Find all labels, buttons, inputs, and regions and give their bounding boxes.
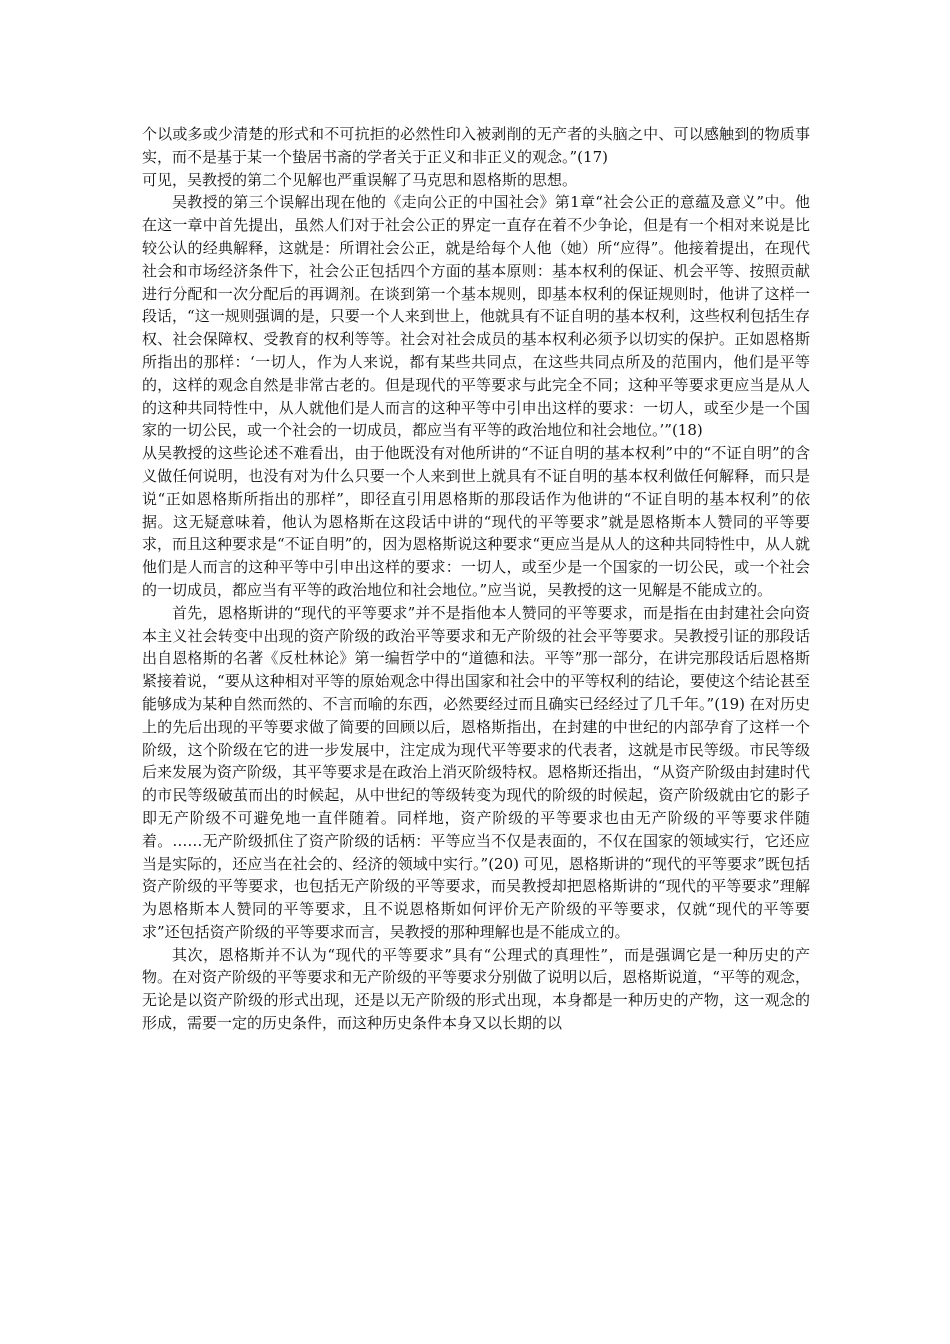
paragraph-first-point: 首先，恩格斯讲的“现代的平等要求”并不是指他本人赞同的平等要求，而是指在由封建社会向资本主义社会转变中出现的资产阶级的政治平等要求和无产阶级的社会平等要求。吴教授引证的那段话出自恩格斯的名著《反杜林论》第一编哲学中的“道德和法。平等”那一部分，在讲完那段话后恩格斯紧接着说，“要从这种相对平等的原始观念中得出国家和社会中的平等权利的结论，要使这个结论甚至能够成为某种自然而然的、不言而喻的东西，必然要经过而且确实已经经过了几千年。”(19) 在对历史上的先后出现的平等要求做了简要的回顾以后，恩格斯指出，在封建的中世纪的内部孕育了这样一个阶级，这个阶级在它的进一步发展中，注定成为现代平等要求的代表者，这就是市民等级。市民等级后来发展为资产阶级，其平等要求是在政治上消灭阶级特权。恩格斯还指出，“从资产阶级由封建时代的市民等级破茧而出的时候起，从中世纪的等级转变为现代的阶级的时候起，资产阶级就由它的影子即无产阶级不可避免地一直伴随着。同样地，资产阶级的平等要求也由无产阶级的平等要求伴随着。……无产阶级抓住了资产阶级的话柄：平等应当不仅是表面的，不仅在国家的领域实行，它还应当是实际的，还应当在社会的、经济的领域中实行。”(20) 可见，恩格斯讲的“现代的平等要求”既包括资产阶级的平等要求，也包括无产阶级的平等要求，而吴教授却把恩格斯讲的“现代的平等要求”理解为恩格斯本人赞同的平等要求，且不说恩格斯如何评价无产阶级的平等要求，仅就“现代的平等要求”还包括资产阶级的平等要求而言，吴教授的那种理解也是不能成立的。 [142,603,810,941]
paragraph-analysis: 从吴教授的这些论述不难看出，由于他既没有对他所讲的“不证自明的基本权利”中的“不证自明”的含义做任何说明，也没有对为什么只要一个人来到世上就具有不证自明的基本权利做任何解释，而只是说“正如恩格斯所指出的那样”，即径直引用恩格斯的那段话作为他讲的“不证自明的基本权利”的依据。这无疑意味着，他认为恩格斯在这段话中讲的“现代的平等要求”就是恩格斯本人赞同的平等要求，而且这种要求是“不证自明”的，因为恩格斯说这种要求“更应当是从人的这种共同特性中，从人就他们是人而言的这种平等中引申出这样的要求：一切人，或至少是一个国家的一切公民，或一个社会的一切成员，都应当有平等的政治地位和社会地位。”应当说，吴教授的这一见解是不能成立的。 [142,444,811,599]
paragraph-second-point: 其次，恩格斯并不认为“现代的平等要求”具有“公理式的真理性”，而是强调它是一种历史的产物。在对资产阶级的平等要求和无产阶级的平等要求分别做了说明以后，恩格斯说道，“平等的观念，无论是以资产阶级的形式出现，还是以无产阶级的形式出现，本身都是一种历史的产物，这一观念的形成，需要一定的历史条件，而这种历史条件本身又以长期的以 [142,945,810,1033]
paragraph-third-misunderstanding: 吴教授的第三个误解出现在他的《走向公正的中国社会》第1章“社会公正的意蕴及意义”中。他在这一章中首先提出，虽然人们对于社会公正的界定一直存在着不少争论，但是有一个相对来说是比较公认的经典解释，这就是：所谓社会公正，就是给每个人他（她）所“应得”。他接着提出，在现代社会和市场经济条件下，社会公正包括四个方面的基本原则：基本权利的保证、机会平等、按照贡献进行分配和一次分配后的再调剂。在谈到第一个基本规则，即基本权利的保证规则时，他讲了这样一段话，“这一规则强调的是，只要一个人来到世上，他就具有不证自明的基本权利，这些权利包括生存权、社会保障权、受教育的权利等等。社会对社会成员的基本权利必须予以切实的保护。正如恩格斯所指出的那样：‘一切人，作为人来说，都有某些共同点，在这些共同点所及的范围内，他们是平等的，这样的观念自然是非常古老的。但是现代的平等要求与此完全不同；这种平等要求更应当是从人的这种共同特性中，从人就他们是人而言的这种平等中引申出这样的要求：一切人，或至少是一个国家的一切公民，或一个社会的一切成员，都应当有平等的政治地位和社会地位。’”(18) [142,193,810,440]
document-page [142,123,810,1035]
paragraph-conclusion-second: 可见，吴教授的第二个见解也严重误解了马克思和恩格斯的思想。 [142,170,578,189]
paragraph-continuation: 个以或多或少清楚的形式和不可抗拒的必然性印入被剥削的无产者的头脑之中、可以感触到的物质事实，而不是基于某一个蛰居书斋的学者关于正义和非正义的观念。”(17) [142,125,810,166]
